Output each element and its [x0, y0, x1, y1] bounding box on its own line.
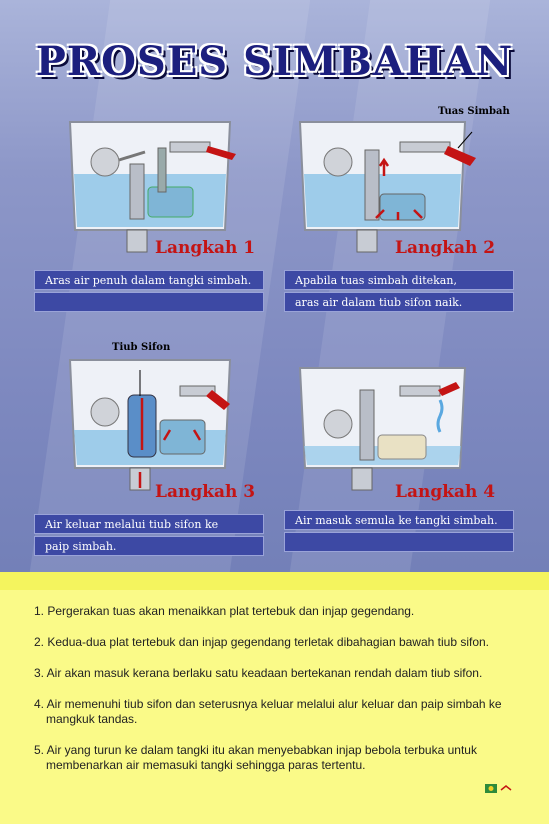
step-caption: paip simbah.	[34, 536, 264, 556]
step-caption	[34, 292, 264, 312]
publisher-mark-icon	[500, 784, 512, 793]
step-1-panel	[30, 112, 280, 302]
step-label: Langkah 3	[155, 482, 256, 502]
note-item: 2. Kedua-dua plat tertebuk dan injap gegendang terletak dibahagian bawah tiub sifon.	[34, 635, 490, 649]
lever-callout: Tuas Simbah	[438, 106, 510, 117]
poster-title: PROSES SIMBAHAN	[35, 38, 514, 85]
step-4-panel	[280, 350, 530, 560]
step-label: Langkah 1	[155, 238, 256, 258]
step-caption: Apabila tuas simbah ditekan,	[284, 270, 514, 290]
notes-list	[34, 604, 534, 789]
siphon-callout: Tiub Sifon	[112, 342, 171, 353]
step-caption: Air masuk semula ke tangki simbah.	[284, 510, 514, 530]
step-2-panel	[280, 106, 530, 309]
float-ball-icon	[91, 398, 119, 426]
step-caption	[284, 532, 514, 552]
float-ball-icon	[324, 148, 352, 176]
step-label: Langkah 4	[395, 482, 496, 502]
float-ball-icon	[91, 148, 119, 176]
step-3-panel	[30, 342, 280, 560]
publisher-logo-icon	[485, 784, 497, 793]
note-item: 1. Pergerakan tuas akan menaikkan plat tertebuk dan injap gegendang.	[34, 604, 415, 618]
tank-diagram	[280, 350, 510, 500]
note-item: 4. Air memenuhi tiub sifon dan seterusnya keluar melalui alur keluar dan paip simbah ke mangkuk tandas.	[34, 697, 502, 726]
float-ball-icon	[324, 410, 352, 438]
step-caption: Air keluar melalui tiub sifon ke	[34, 514, 264, 534]
note-item: 5. Air yang turun ke dalam tangki itu akan menyebabkan injap bebola terbuka untuk membenarkan air memasuki tangki sehingga paras tertentu.	[34, 743, 477, 772]
step-caption: aras air dalam tiub sifon naik.	[284, 292, 514, 312]
tank-diagram	[30, 350, 250, 500]
note-item: 3. Air akan masuk kerana berlaku satu keadaan bertekanan rendah dalam tiub sifon.	[34, 666, 483, 680]
step-label: Langkah 2	[395, 238, 496, 258]
step-caption: Aras air penuh dalam tangki simbah.	[34, 270, 264, 290]
